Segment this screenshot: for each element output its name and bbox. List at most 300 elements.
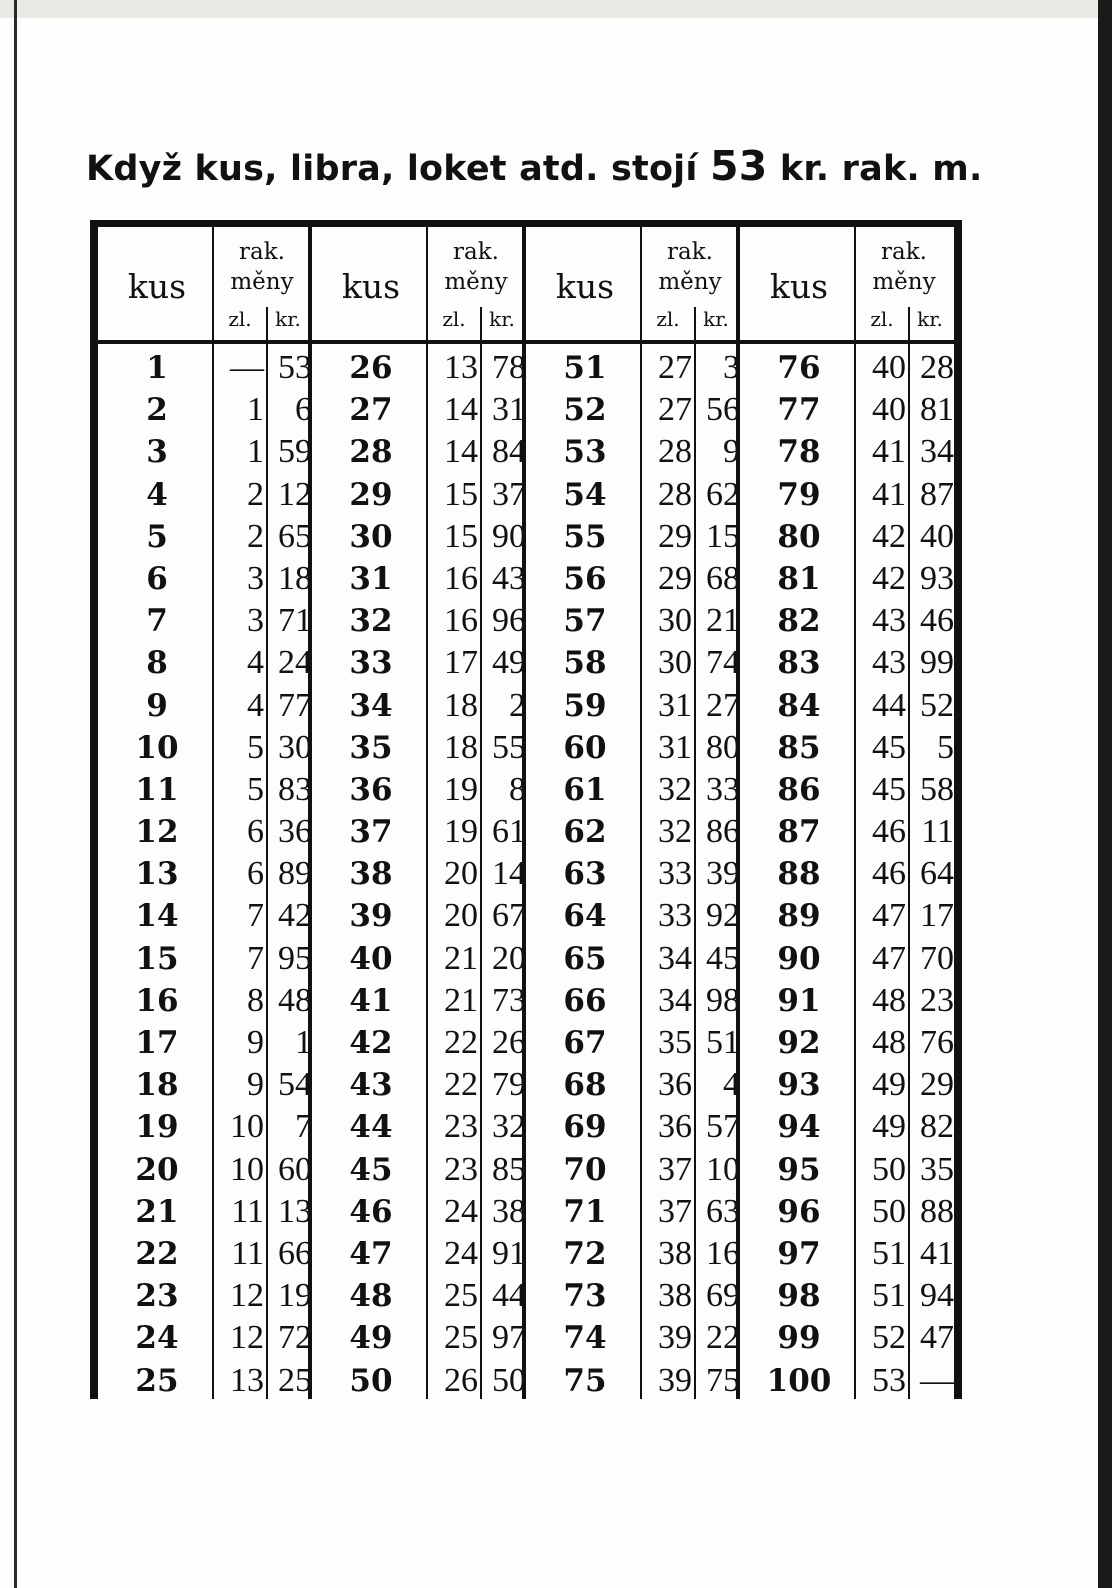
table-row <box>98 811 954 853</box>
title-prefix: Když kus, libra, loket atd. stojí <box>86 149 698 189</box>
zl-cell: 7 <box>247 939 264 977</box>
kr-cell: 63 <box>706 1192 740 1230</box>
kus-cell: 40 <box>349 940 393 977</box>
zl-cell: 36 <box>658 1066 692 1104</box>
kus-cell: 77 <box>777 392 821 429</box>
kus-cell: 36 <box>349 771 393 808</box>
kr-cell: — <box>920 1361 954 1399</box>
table-row <box>98 431 954 473</box>
kr-cell: 18 <box>278 559 312 597</box>
kr-cell: 6 <box>295 391 312 429</box>
kus-cell: 8 <box>146 645 168 682</box>
kus-cell: 20 <box>135 1151 179 1188</box>
kus-cell: 43 <box>349 1067 393 1104</box>
table-row <box>98 980 954 1022</box>
kr-cell: 24 <box>278 644 312 682</box>
kr-cell: 44 <box>492 1277 526 1315</box>
kr-cell: 43 <box>492 559 526 597</box>
kus-cell: 50 <box>349 1362 393 1399</box>
table-row <box>98 1022 954 1064</box>
zl-cell: 22 <box>444 1066 478 1104</box>
zl-cell: 34 <box>658 981 692 1019</box>
kus-cell: 15 <box>135 940 179 977</box>
table-row <box>98 727 954 769</box>
zl-cell: 9 <box>247 1066 264 1104</box>
zl-cell: 21 <box>444 981 478 1019</box>
kr-cell: 56 <box>706 391 740 429</box>
kr-cell: 95 <box>278 939 312 977</box>
kr-cell: 27 <box>706 686 740 724</box>
zl-cell: — <box>230 349 264 386</box>
kr-cell: 51 <box>706 1024 740 1061</box>
zl-cell: 34 <box>658 939 692 977</box>
zl-cell: 9 <box>247 1024 264 1061</box>
kr-cell: 4 <box>723 1066 740 1104</box>
kus-cell: 25 <box>135 1362 179 1399</box>
zl-cell: 28 <box>658 475 692 513</box>
kr-cell: 32 <box>492 1108 526 1146</box>
zl-cell: 39 <box>658 1319 692 1357</box>
kus-cell: 84 <box>777 687 821 724</box>
kus-cell: 61 <box>563 771 607 808</box>
kr-cell: 82 <box>920 1108 954 1146</box>
kus-cell: 59 <box>563 687 607 724</box>
kr-cell: 89 <box>278 855 312 893</box>
table-row <box>98 1360 954 1402</box>
zl-cell: 40 <box>872 391 906 429</box>
kus-cell: 90 <box>777 940 821 977</box>
kr-cell: 48 <box>278 981 312 1019</box>
zl-cell: 27 <box>658 391 692 429</box>
zl-cell: 13 <box>230 1361 264 1399</box>
kr-cell: 64 <box>920 855 954 893</box>
kr-cell: 2 <box>509 686 526 724</box>
zl-cell: 45 <box>872 728 906 766</box>
zl-cell: 6 <box>247 813 264 851</box>
kus-cell: 9 <box>146 687 168 724</box>
kus-cell: 38 <box>349 856 393 893</box>
kus-cell: 88 <box>777 856 821 893</box>
kus-cell: 49 <box>349 1320 393 1357</box>
kus-cell: 53 <box>563 434 607 471</box>
kr-cell: 8 <box>509 770 526 808</box>
kr-cell: 21 <box>706 602 740 640</box>
table-row <box>98 642 954 684</box>
kr-cell: 87 <box>920 475 954 513</box>
kus-cell: 65 <box>563 940 607 977</box>
kr-cell: 49 <box>492 644 526 682</box>
zl-cell: 48 <box>872 981 906 1019</box>
zl-cell: 32 <box>658 770 692 808</box>
kr-cell: 92 <box>706 897 740 935</box>
kr-cell: 31 <box>492 391 526 429</box>
header-kr: kr. <box>703 307 729 331</box>
zl-cell: 50 <box>872 1150 906 1188</box>
zl-cell: 30 <box>658 644 692 682</box>
kus-cell: 5 <box>146 518 168 555</box>
kr-cell: 9 <box>723 433 740 471</box>
header-kus: kus <box>341 267 401 306</box>
kr-cell: 50 <box>492 1361 526 1399</box>
zl-cell: 42 <box>872 517 906 555</box>
header-meny: měny <box>658 269 722 295</box>
title-suffix: kr. rak. m. <box>779 149 983 189</box>
zl-cell: 17 <box>444 644 478 682</box>
kr-cell: 28 <box>920 349 954 386</box>
zl-cell: 31 <box>658 728 692 766</box>
kus-cell: 93 <box>777 1067 821 1104</box>
zl-cell: 51 <box>872 1234 906 1272</box>
kr-cell: 55 <box>492 728 526 766</box>
zl-cell: 11 <box>231 1234 264 1272</box>
kr-cell: 26 <box>492 1024 526 1061</box>
zl-cell: 36 <box>658 1108 692 1146</box>
zl-cell: 43 <box>872 602 906 640</box>
zl-cell: 35 <box>658 1024 692 1061</box>
kr-cell: 47 <box>920 1319 954 1357</box>
table-row <box>98 1233 954 1275</box>
price-table <box>90 220 962 1399</box>
table-row <box>98 389 954 431</box>
zl-cell: 29 <box>658 517 692 555</box>
kus-cell: 35 <box>349 729 393 766</box>
header-rak-meny <box>638 237 742 297</box>
kus-cell: 37 <box>349 814 393 851</box>
title-price: 53 <box>709 142 768 190</box>
kus-cell: 78 <box>777 434 821 471</box>
zl-cell: 20 <box>444 897 478 935</box>
zl-cell: 48 <box>872 1024 906 1061</box>
kr-cell: 79 <box>492 1066 526 1104</box>
kus-cell: 92 <box>777 1025 821 1061</box>
table-row <box>98 1317 954 1359</box>
kus-cell: 48 <box>349 1278 393 1315</box>
kus-cell: 70 <box>563 1151 607 1188</box>
zl-cell: 43 <box>872 644 906 682</box>
zl-cell: 12 <box>230 1277 264 1315</box>
header-rak: rak. <box>881 239 927 265</box>
kus-cell: 3 <box>146 434 168 471</box>
kus-cell: 34 <box>349 687 393 724</box>
header-meny: měny <box>444 269 508 295</box>
kr-cell: 3 <box>723 349 740 386</box>
header-rak: rak. <box>239 239 285 265</box>
kr-cell: 83 <box>278 770 312 808</box>
kus-cell: 74 <box>563 1320 607 1357</box>
kr-cell: 70 <box>920 939 954 977</box>
kus-cell: 67 <box>563 1025 607 1061</box>
kr-cell: 58 <box>920 770 954 808</box>
zl-cell: 40 <box>872 349 906 386</box>
kus-cell: 54 <box>563 476 607 513</box>
header-zl: zl. <box>228 307 252 331</box>
kus-cell: 98 <box>777 1278 821 1315</box>
kr-cell: 1 <box>295 1024 312 1061</box>
kr-cell: 52 <box>920 686 954 724</box>
table-row <box>98 1106 954 1148</box>
kr-cell: 57 <box>706 1108 740 1146</box>
zl-cell: 49 <box>872 1066 906 1104</box>
kus-cell: 23 <box>135 1278 179 1315</box>
kr-cell: 30 <box>278 728 312 766</box>
kus-cell: 17 <box>135 1025 179 1061</box>
zl-cell: 30 <box>658 602 692 640</box>
kr-cell: 11 <box>921 813 954 851</box>
zl-cell: 27 <box>658 349 692 386</box>
kr-cell: 38 <box>492 1192 526 1230</box>
kr-cell: 76 <box>920 1024 954 1061</box>
kus-cell: 4 <box>146 476 168 513</box>
header-rak: rak. <box>453 239 499 265</box>
zl-cell: 25 <box>444 1277 478 1315</box>
kus-cell: 91 <box>777 982 821 1019</box>
zl-cell: 37 <box>658 1192 692 1230</box>
zl-cell: 28 <box>658 433 692 471</box>
kr-cell: 10 <box>706 1150 740 1188</box>
table-row <box>98 1191 954 1233</box>
kr-cell: 54 <box>278 1066 312 1104</box>
kr-cell: 40 <box>920 517 954 555</box>
zl-cell: 5 <box>247 770 264 808</box>
zl-cell: 49 <box>872 1108 906 1146</box>
table-row <box>98 685 954 727</box>
kus-cell: 73 <box>563 1278 607 1315</box>
header-rak-meny <box>852 237 956 297</box>
kus-cell: 22 <box>135 1235 179 1272</box>
zl-cell: 31 <box>658 686 692 724</box>
kus-cell: 62 <box>563 814 607 851</box>
header-kus: kus <box>555 267 615 306</box>
zl-cell: 20 <box>444 855 478 893</box>
kr-cell: 85 <box>492 1150 526 1188</box>
kus-cell: 27 <box>349 392 393 429</box>
kus-cell: 2 <box>146 392 168 429</box>
kus-cell: 96 <box>777 1193 821 1230</box>
kr-cell: 90 <box>492 517 526 555</box>
kr-cell: 73 <box>492 981 526 1019</box>
zl-cell: 33 <box>658 855 692 893</box>
kr-cell: 81 <box>920 391 954 429</box>
zl-cell: 50 <box>872 1192 906 1230</box>
kus-cell: 19 <box>135 1109 179 1146</box>
kus-cell: 52 <box>563 392 607 429</box>
zl-cell: 44 <box>872 686 906 724</box>
table-body <box>98 347 954 1402</box>
kus-cell: 94 <box>777 1109 821 1146</box>
kr-cell: 23 <box>920 981 954 1019</box>
kus-cell: 46 <box>349 1193 393 1230</box>
kus-cell: 71 <box>563 1193 607 1230</box>
kr-cell: 97 <box>492 1319 526 1357</box>
kr-cell: 84 <box>492 433 526 471</box>
header-zl: zl. <box>870 307 894 331</box>
kus-cell: 64 <box>563 898 607 935</box>
kus-cell: 13 <box>135 856 179 893</box>
kus-cell: 86 <box>777 771 821 808</box>
zl-cell: 2 <box>247 475 264 513</box>
table-row <box>98 938 954 980</box>
kus-cell: 6 <box>146 560 168 597</box>
kus-cell: 79 <box>777 476 821 513</box>
kus-cell: 47 <box>349 1235 393 1272</box>
zl-cell: 33 <box>658 897 692 935</box>
kr-cell: 74 <box>706 644 740 682</box>
kr-cell: 22 <box>706 1319 740 1357</box>
zl-cell: 1 <box>247 433 264 471</box>
header-zl: zl. <box>656 307 680 331</box>
kus-cell: 41 <box>349 982 393 1019</box>
kus-cell: 83 <box>777 645 821 682</box>
kus-cell: 12 <box>135 814 179 851</box>
kus-cell: 69 <box>563 1109 607 1146</box>
kus-cell: 100 <box>766 1362 832 1399</box>
page-right-edge <box>1098 0 1112 1588</box>
kus-cell: 75 <box>563 1362 607 1399</box>
zl-cell: 11 <box>231 1192 264 1230</box>
table-row <box>98 1149 954 1191</box>
kus-cell: 18 <box>135 1067 179 1104</box>
zl-cell: 29 <box>658 559 692 597</box>
kr-cell: 45 <box>706 939 740 977</box>
zl-cell: 18 <box>444 728 478 766</box>
zl-cell: 47 <box>872 939 906 977</box>
kr-cell: 34 <box>920 433 954 471</box>
kus-cell: 14 <box>135 898 179 935</box>
header-rak-meny <box>424 237 528 297</box>
page-top-edge <box>0 0 1112 18</box>
header-kr: kr. <box>489 307 515 331</box>
kr-cell: 35 <box>920 1150 954 1188</box>
zl-cell: 12 <box>230 1319 264 1357</box>
kus-cell: 29 <box>349 476 393 513</box>
kr-cell: 77 <box>278 686 312 724</box>
kus-cell: 66 <box>563 982 607 1019</box>
kr-cell: 99 <box>920 644 954 682</box>
kr-cell: 96 <box>492 602 526 640</box>
header-meny: měny <box>230 269 294 295</box>
kr-cell: 68 <box>706 559 740 597</box>
header-meny: měny <box>872 269 936 295</box>
kus-cell: 26 <box>349 350 393 386</box>
zl-cell: 3 <box>247 602 264 640</box>
zl-cell: 24 <box>444 1234 478 1272</box>
kus-cell: 95 <box>777 1151 821 1188</box>
kus-cell: 30 <box>349 518 393 555</box>
zl-cell: 19 <box>444 770 478 808</box>
table-row <box>98 769 954 811</box>
zl-cell: 38 <box>658 1234 692 1272</box>
zl-cell: 10 <box>230 1108 264 1146</box>
kus-cell: 80 <box>777 518 821 555</box>
kus-cell: 11 <box>135 771 179 808</box>
kus-cell: 16 <box>135 982 179 1019</box>
zl-cell: 51 <box>872 1277 906 1315</box>
zl-cell: 47 <box>872 897 906 935</box>
header-rak: rak. <box>667 239 713 265</box>
zl-cell: 22 <box>444 1024 478 1061</box>
kus-cell: 7 <box>146 603 168 640</box>
kus-cell: 85 <box>777 729 821 766</box>
kus-cell: 97 <box>777 1235 821 1272</box>
zl-cell: 53 <box>872 1361 906 1399</box>
kus-cell: 28 <box>349 434 393 471</box>
kr-cell: 7 <box>295 1108 312 1146</box>
page-title <box>86 142 986 190</box>
kr-cell: 80 <box>706 728 740 766</box>
kus-cell: 60 <box>563 729 607 766</box>
kr-cell: 39 <box>706 855 740 893</box>
zl-cell: 19 <box>444 813 478 851</box>
kus-cell: 33 <box>349 645 393 682</box>
header-kus: kus <box>769 267 829 306</box>
kr-cell: 17 <box>920 897 954 935</box>
zl-cell: 1 <box>247 391 264 429</box>
kus-cell: 42 <box>349 1025 393 1061</box>
kus-cell: 10 <box>135 729 179 766</box>
zl-cell: 10 <box>230 1150 264 1188</box>
header-kr: kr. <box>275 307 301 331</box>
kr-cell: 5 <box>937 728 954 766</box>
kr-cell: 60 <box>278 1150 312 1188</box>
kr-cell: 62 <box>706 475 740 513</box>
kr-cell: 72 <box>278 1319 312 1357</box>
kus-cell: 68 <box>563 1067 607 1104</box>
table-row <box>98 347 954 389</box>
table-row <box>98 1064 954 1106</box>
zl-cell: 2 <box>247 517 264 555</box>
table-row <box>98 516 954 558</box>
zl-cell: 15 <box>444 517 478 555</box>
zl-cell: 14 <box>444 391 478 429</box>
zl-cell: 4 <box>247 686 264 724</box>
kus-cell: 39 <box>349 898 393 935</box>
kr-cell: 86 <box>706 813 740 851</box>
kr-cell: 71 <box>278 602 312 640</box>
kus-cell: 56 <box>563 560 607 597</box>
kr-cell: 20 <box>492 939 526 977</box>
zl-cell: 8 <box>247 981 264 1019</box>
kr-cell: 25 <box>278 1361 312 1399</box>
kr-cell: 13 <box>278 1192 312 1230</box>
kus-cell: 31 <box>349 560 393 597</box>
kus-cell: 21 <box>135 1193 179 1230</box>
table-row <box>98 895 954 937</box>
zl-cell: 46 <box>872 813 906 851</box>
header-rak-meny <box>210 237 314 297</box>
kr-cell: 78 <box>492 349 526 386</box>
table-header <box>98 227 954 344</box>
header-kr: kr. <box>917 307 943 331</box>
table-row <box>98 600 954 642</box>
zl-cell: 26 <box>444 1361 478 1399</box>
zl-cell: 38 <box>658 1277 692 1315</box>
kus-cell: 89 <box>777 898 821 935</box>
kr-cell: 41 <box>920 1234 954 1272</box>
zl-cell: 21 <box>444 939 478 977</box>
header-zl: zl. <box>442 307 466 331</box>
kr-cell: 14 <box>492 855 526 893</box>
kus-cell: 81 <box>777 560 821 597</box>
kr-cell: 16 <box>706 1234 740 1272</box>
kr-cell: 36 <box>278 813 312 851</box>
zl-cell: 45 <box>872 770 906 808</box>
kr-cell: 93 <box>920 559 954 597</box>
zl-cell: 13 <box>444 349 478 386</box>
kr-cell: 67 <box>492 897 526 935</box>
kr-cell: 37 <box>492 475 526 513</box>
zl-cell: 18 <box>444 686 478 724</box>
kus-cell: 44 <box>349 1109 393 1146</box>
